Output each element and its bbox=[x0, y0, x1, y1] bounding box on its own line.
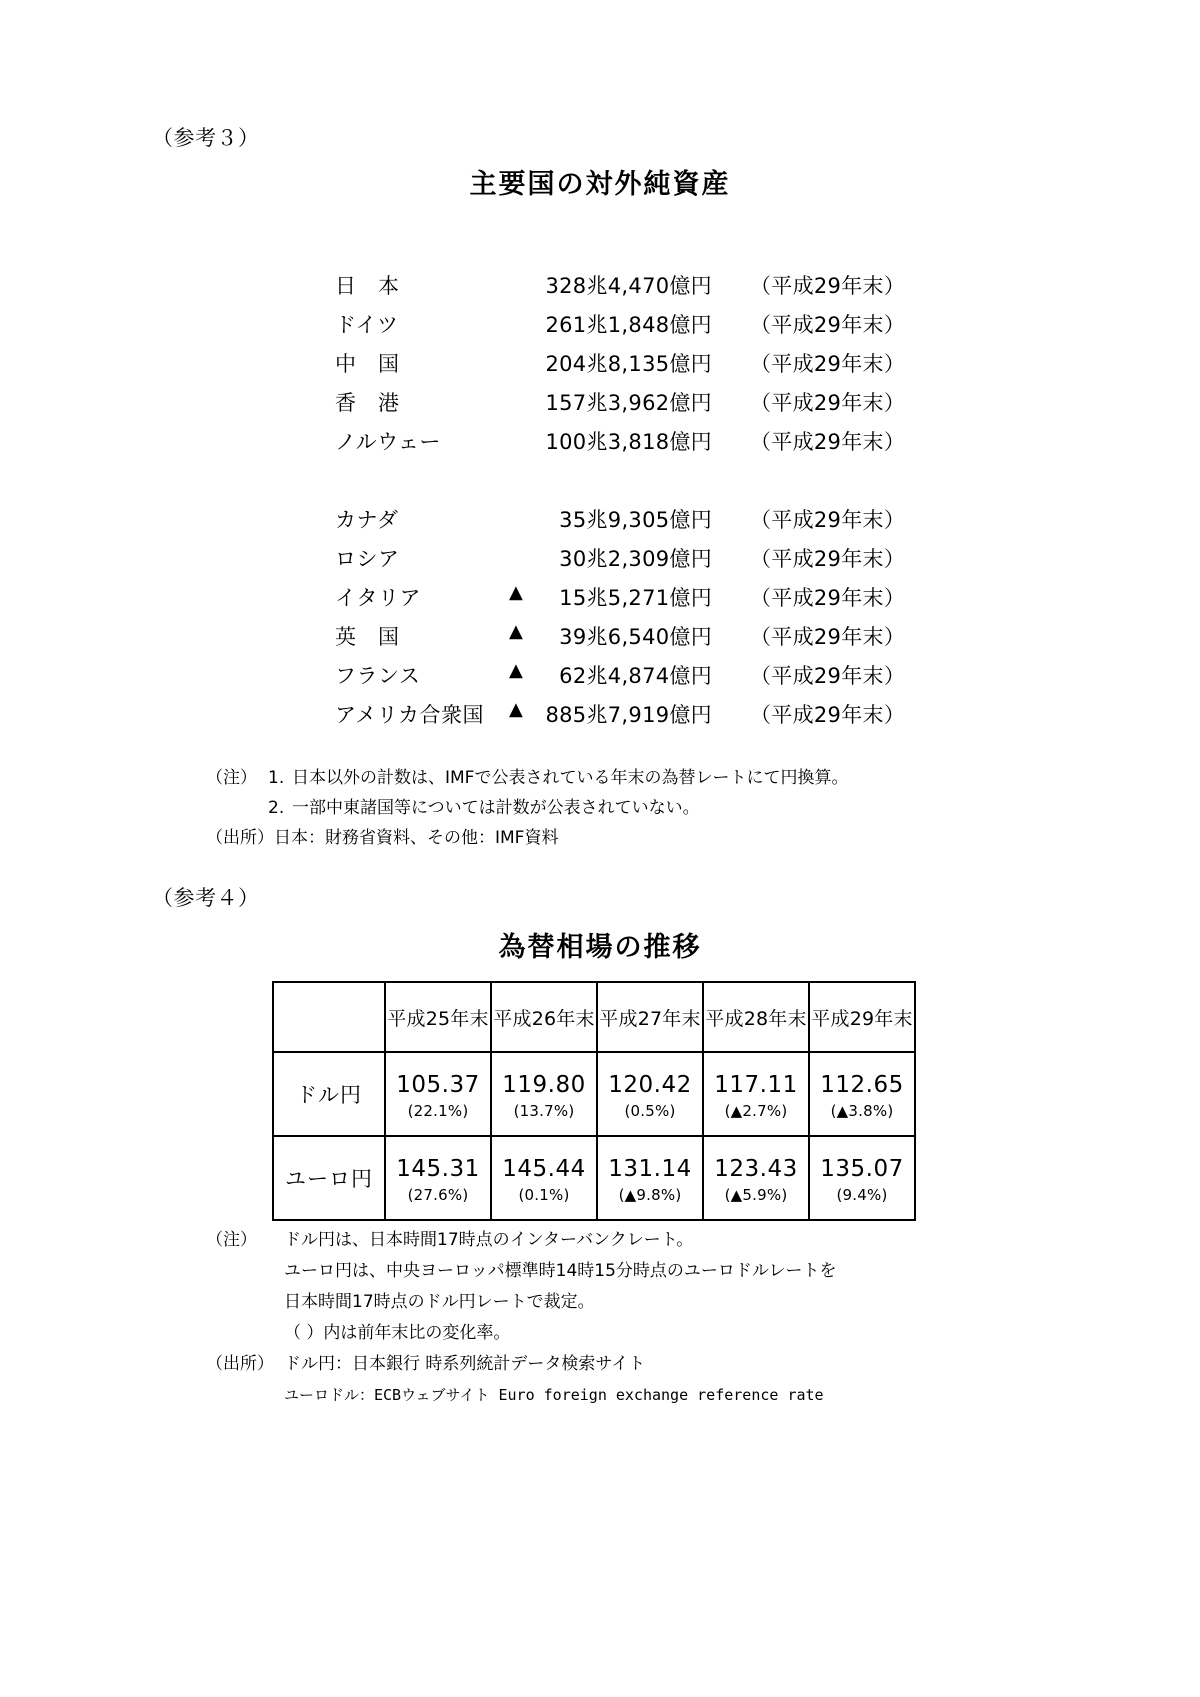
country-name: 中 国 bbox=[335, 352, 400, 376]
rate-cell bbox=[385, 1136, 491, 1220]
country-name: イタリア bbox=[335, 586, 421, 610]
asset-row bbox=[335, 270, 906, 309]
note-number: 2. bbox=[268, 798, 285, 818]
note-text: 日本時間17時点のドル円レートで裁定。 bbox=[284, 1292, 595, 1312]
note-tag: （注） bbox=[206, 768, 257, 788]
rate-value: 112.65 bbox=[820, 1072, 904, 1098]
source-line bbox=[206, 1349, 837, 1380]
rate-cell bbox=[597, 1052, 703, 1136]
rate-change: (13.7%) bbox=[513, 1102, 575, 1120]
column-header: 平成25年末 bbox=[385, 982, 491, 1052]
asset-amount: ▲ 62兆4,874億円 bbox=[509, 660, 712, 688]
asset-amount: ▲ 15兆5,271億円 bbox=[509, 582, 712, 610]
note-tag bbox=[206, 1318, 284, 1349]
rate-change: (22.1%) bbox=[407, 1102, 469, 1120]
asset-row bbox=[335, 426, 906, 465]
rate-change: (9.4%) bbox=[836, 1186, 888, 1204]
source-line bbox=[206, 1380, 837, 1411]
period-label: （平成29年末） bbox=[750, 664, 906, 688]
notes-section-3 bbox=[206, 763, 848, 853]
source-text: ユーロドル：ECBウェブサイト Euro foreign exchange reference rate bbox=[284, 1386, 824, 1404]
rate-cell bbox=[809, 1052, 915, 1136]
source-tag bbox=[206, 1380, 284, 1411]
asset-amount: 35兆9,305億円 bbox=[559, 508, 712, 532]
rate-cell bbox=[703, 1052, 809, 1136]
table-body bbox=[273, 1052, 915, 1220]
country-name: ノルウェー bbox=[335, 430, 441, 454]
asset-amount: 204兆8,135億円 bbox=[545, 352, 712, 376]
note-tag: （注） bbox=[206, 1230, 257, 1250]
period-label: （平成29年末） bbox=[750, 547, 906, 571]
rate-cell bbox=[491, 1052, 597, 1136]
rate-change: (▲2.7%) bbox=[724, 1102, 788, 1120]
note-text: 一部中東諸国等については計数が公表されていない。 bbox=[292, 798, 700, 818]
negative-triangle-icon: ▲ bbox=[509, 699, 524, 720]
asset-row bbox=[335, 660, 906, 699]
rate-value: 135.07 bbox=[820, 1156, 904, 1182]
country-name: 香 港 bbox=[335, 391, 400, 415]
row-header: ユーロ円 bbox=[273, 1136, 385, 1220]
period-label: （平成29年末） bbox=[750, 430, 906, 454]
row-header: ドル円 bbox=[273, 1052, 385, 1136]
asset-row bbox=[335, 543, 906, 582]
note-line bbox=[206, 1318, 837, 1349]
asset-row bbox=[335, 621, 906, 660]
asset-amount: 157兆3,962億円 bbox=[545, 391, 712, 415]
rate-value: 123.43 bbox=[714, 1156, 798, 1182]
note-line bbox=[206, 1287, 837, 1318]
table-row bbox=[273, 1052, 915, 1136]
note-text: （ ）内は前年末比の変化率。 bbox=[284, 1323, 511, 1343]
source-line bbox=[206, 823, 848, 853]
negative-triangle-icon: ▲ bbox=[509, 621, 524, 642]
country-name: カナダ bbox=[335, 508, 399, 532]
asset-row bbox=[335, 699, 906, 738]
note-line bbox=[206, 763, 848, 793]
country-name: 英 国 bbox=[335, 625, 400, 649]
period-label: （平成29年末） bbox=[750, 508, 906, 532]
rate-value: 145.44 bbox=[502, 1156, 586, 1182]
country-name: ロシア bbox=[335, 547, 400, 571]
reference-label-3: （参考３） bbox=[152, 126, 260, 150]
source-tag: （出所） bbox=[206, 828, 274, 848]
period-label: （平成29年末） bbox=[750, 703, 906, 727]
rate-cell bbox=[703, 1136, 809, 1220]
reference-label-4: （参考４） bbox=[152, 886, 260, 910]
column-header: 平成27年末 bbox=[597, 982, 703, 1052]
rate-value: 131.14 bbox=[608, 1156, 692, 1182]
period-label: （平成29年末） bbox=[750, 391, 906, 415]
asset-amount: 261兆1,848億円 bbox=[545, 313, 712, 337]
note-line bbox=[206, 1256, 837, 1287]
country-name: フランス bbox=[335, 664, 421, 688]
section-title-fx: 為替相場の推移 bbox=[498, 932, 702, 963]
period-label: （平成29年末） bbox=[750, 274, 906, 298]
note-number: 1. bbox=[268, 768, 285, 788]
note-text: 日本以外の計数は、IMFで公表されている年末の為替レートにて円換算。 bbox=[292, 768, 849, 788]
rate-value: 120.42 bbox=[608, 1072, 692, 1098]
period-label: （平成29年末） bbox=[750, 352, 906, 376]
assets-group-spacer bbox=[335, 465, 895, 504]
source-tag: （出所） bbox=[206, 1354, 274, 1374]
period-label: （平成29年末） bbox=[750, 586, 906, 610]
rate-value: 117.11 bbox=[714, 1072, 798, 1098]
asset-amount: 30兆2,309億円 bbox=[559, 547, 712, 571]
asset-row bbox=[335, 309, 906, 348]
asset-row bbox=[335, 387, 906, 426]
rate-change: (0.5%) bbox=[624, 1102, 676, 1120]
country-name: ドイツ bbox=[335, 313, 399, 337]
asset-amount: ▲ 39兆6,540億円 bbox=[509, 621, 712, 649]
asset-row bbox=[335, 504, 906, 543]
asset-amount: ▲ 885兆7,919億円 bbox=[509, 699, 712, 727]
rate-cell bbox=[385, 1052, 491, 1136]
note-line bbox=[206, 793, 848, 823]
column-header: 平成29年末 bbox=[809, 982, 915, 1052]
rate-change: (27.6%) bbox=[407, 1186, 469, 1204]
rate-change: (▲9.8%) bbox=[618, 1186, 682, 1204]
country-name: アメリカ合衆国 bbox=[335, 703, 485, 727]
exchange-rate-table bbox=[272, 981, 916, 1221]
negative-triangle-icon: ▲ bbox=[509, 582, 524, 603]
net-external-assets-list bbox=[335, 270, 906, 738]
note-line bbox=[206, 1225, 837, 1256]
rate-change: (▲5.9%) bbox=[724, 1186, 788, 1204]
negative-triangle-icon: ▲ bbox=[509, 660, 524, 681]
asset-row bbox=[335, 582, 906, 621]
note-tag bbox=[206, 1256, 284, 1287]
source-text: ドル円：日本銀行 時系列統計データ検索サイト bbox=[284, 1354, 646, 1374]
rate-value: 119.80 bbox=[502, 1072, 586, 1098]
table-corner-cell bbox=[273, 982, 385, 1052]
note-tag bbox=[206, 1287, 284, 1318]
column-header: 平成26年末 bbox=[491, 982, 597, 1052]
table-header bbox=[273, 982, 915, 1052]
period-label: （平成29年末） bbox=[750, 313, 906, 337]
note-text: ドル円は、日本時間17時点のインターバンクレート。 bbox=[284, 1230, 694, 1250]
rate-change: (0.1%) bbox=[518, 1186, 570, 1204]
table-header-row bbox=[273, 982, 915, 1052]
asset-amount: 328兆4,470億円 bbox=[545, 274, 712, 298]
rate-value: 145.31 bbox=[396, 1156, 480, 1182]
asset-row bbox=[335, 348, 906, 387]
column-header: 平成28年末 bbox=[703, 982, 809, 1052]
note-text: ユーロ円は、中央ヨーロッパ標準時14時15分時点のユーロドルレートを bbox=[284, 1261, 837, 1281]
source-text: 日本：財務省資料、その他：IMF資料 bbox=[274, 828, 559, 848]
rate-cell bbox=[491, 1136, 597, 1220]
table-row bbox=[273, 1136, 915, 1220]
asset-amount: 100兆3,818億円 bbox=[545, 430, 712, 454]
notes-section-4 bbox=[206, 1225, 837, 1411]
country-name: 日 本 bbox=[335, 274, 400, 298]
section-title-assets: 主要国の対外純資産 bbox=[469, 169, 731, 200]
rate-change: (▲3.8%) bbox=[830, 1102, 894, 1120]
rate-cell bbox=[597, 1136, 703, 1220]
period-label: （平成29年末） bbox=[750, 625, 906, 649]
rate-value: 105.37 bbox=[396, 1072, 480, 1098]
rate-cell bbox=[809, 1136, 915, 1220]
note-tag bbox=[206, 793, 268, 823]
